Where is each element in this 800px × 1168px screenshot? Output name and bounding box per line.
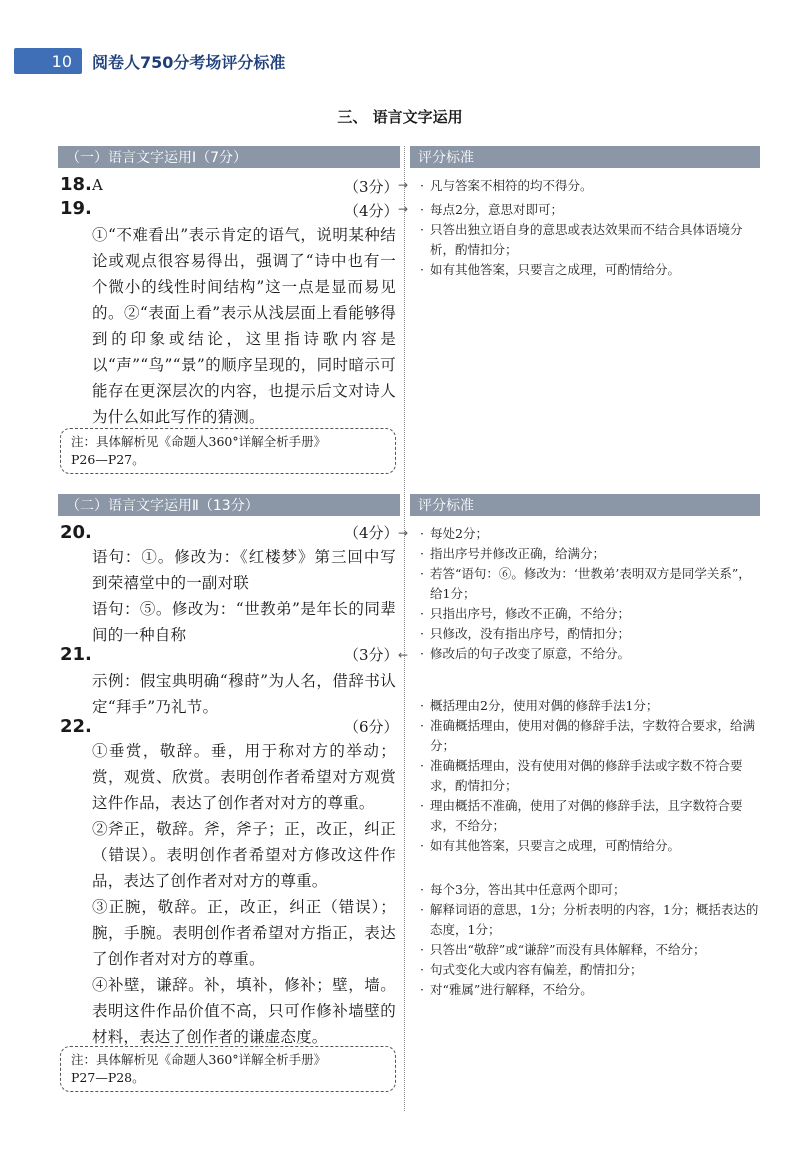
q22-answer (92, 738, 396, 1050)
section-title: 三、 语言文字运用 (337, 108, 463, 126)
q22-criteria (418, 880, 762, 1000)
q21-score: （3分） (344, 646, 399, 664)
q21-arrow-icon: ← (398, 648, 409, 662)
q18-score: （3分） (344, 178, 399, 196)
criteria-item: · 修改后的句子改变了原意，不给分。 (418, 644, 762, 664)
answer-paragraph: ③正腕，敬辞。正，改正，纠正（错误）；腕，手腕。表明创作者希望对方指正，表达了创作者对对方的尊重。 (92, 898, 396, 968)
q20-criteria (418, 524, 762, 664)
q19-score: （4分） (344, 202, 399, 220)
criteria-item: · 只答出“敬辞”或“谦辞”而没有具体解释，不给分； (418, 940, 762, 960)
part2-bar: （二）语言文字运用Ⅱ（13分） (58, 494, 400, 516)
q20-number: 20. (60, 522, 92, 543)
part2-criteria-bar: 评分标准 (410, 494, 760, 516)
q18-arrow-icon: → (398, 178, 409, 192)
answer-line: 语句：⑤。修改为：“世教弟”是年长的同辈间的一种自称 (92, 600, 396, 644)
q19-number: 19. (60, 198, 92, 219)
criteria-item: · 每点2分，意思对即可； (418, 200, 762, 220)
criteria-item: · 指出序号并修改正确，给满分； (418, 544, 762, 564)
criteria-item: · 只指出序号，修改不正确，不给分； (418, 604, 762, 624)
answer-paragraph: ①垂赏，敬辞。垂，用于称对方的举动；赏，观赏、欣赏。表明创作者希望对方观赏这件作品，表达了创作者对对方的尊重。 (92, 742, 396, 812)
note-box-1 (60, 428, 396, 474)
criteria-item: · 对“雅属”进行解释，不给分。 (418, 980, 762, 1000)
q18-number: 18. (60, 174, 92, 195)
q19-criteria (418, 200, 762, 280)
answer-line: 语句：①。修改为：《红楼梦》第三回中写到荣禧堂中的一副对联 (92, 548, 396, 592)
q21-answer: 示例：假宝典明确“穆莳”为人名，借辞书认定“拜手”乃礼节。 (92, 672, 396, 716)
criteria-item: · 句式变化大或内容有偏差，酌情扣分； (418, 960, 762, 980)
criteria-item: · 每处2分； (418, 524, 762, 544)
criteria-item: · 概括理由2分，使用对偶的修辞手法1分； (418, 696, 762, 716)
page-header (14, 48, 285, 74)
book-title: 阅卷人750分考场评分标准 (92, 52, 286, 72)
q20-arrow-icon: → (398, 526, 409, 540)
q18-answer: A (92, 176, 103, 194)
q20-answer (92, 544, 396, 648)
q22-score: （6分） (344, 718, 399, 736)
criteria-item: · 凡与答案不相符的均不得分。 (418, 176, 762, 196)
note-text: 注：具体解析见《命题人360°详解全析手册》 (71, 1052, 327, 1067)
q19-answer: ①“不难看出”表示肯定的语气，说明某种结论或观点很容易得出，强调了“诗中也有一个微小的线性时间结构”这一点是显而易见的。②“表面上看”表示从浅层面上看能够得到的印象或结论，这里指诗歌内容是以“声”“鸟”“景”的顺序呈现的，同时暗示可能存在更深层次的内容，也提示后文对诗人为什么如此写作的猜测。 (92, 226, 396, 426)
answer-paragraph: ④补壁，谦辞。补，填补，修补；壁，墙。表明这件作品价值不高，只可作修补墙壁的材料，表达了创作者的谦虚态度。 (92, 976, 396, 1046)
note-text: 注：具体解析见《命题人360°详解全析手册》 (71, 434, 327, 449)
criteria-item: · 只答出独立语自身的意思或表达效果而不结合具体语境分析，酌情扣分； (418, 220, 762, 260)
q19-arrow-icon: → (398, 202, 409, 216)
criteria-item: · 只修改，没有指出序号，酌情扣分； (418, 624, 762, 644)
part1-bar: （一）语言文字运用Ⅰ（7分） (58, 146, 400, 168)
criteria-item: · 如有其他答案，只要言之成理，可酌情给分。 (418, 260, 762, 280)
q22-number: 22. (60, 716, 92, 737)
q18-criteria (418, 176, 762, 196)
note-box-2 (60, 1046, 396, 1092)
answer-paragraph: ②斧正，敬辞。斧，斧子；正，改正，纠正（错误）。表明创作者希望对方修改这件作品，表达了创作者对对方的尊重。 (92, 820, 396, 890)
criteria-item: · 准确概括理由，使用对偶的修辞手法，字数符合要求，给满分； (418, 716, 762, 756)
part1-criteria-bar: 评分标准 (410, 146, 760, 168)
column-divider (404, 146, 405, 1111)
note-pages: P26—P27。 (71, 452, 145, 467)
criteria-item: · 解释词语的意思，1分；分析表明的内容，1分；概括表达的态度，1分； (418, 900, 762, 940)
criteria-item: · 准确概括理由，没有使用对偶的修辞手法或字数不符合要求，酌情扣分； (418, 756, 762, 796)
page-number: 10 (14, 48, 82, 74)
criteria-item: · 理由概括不准确，使用了对偶的修辞手法，且字数符合要求，不给分； (418, 796, 762, 836)
criteria-item: · 如有其他答案，只要言之成理，可酌情给分。 (418, 836, 762, 856)
q20-score: （4分） (344, 524, 399, 542)
criteria-item: · 若答“语句：⑥。修改为：‘世教弟’表明双方是同学关系”，给1分； (418, 564, 762, 604)
q21-criteria (418, 696, 762, 856)
q21-number: 21. (60, 644, 92, 665)
criteria-item: · 每个3分，答出其中任意两个即可； (418, 880, 762, 900)
note-pages: P27—P28。 (71, 1070, 145, 1085)
